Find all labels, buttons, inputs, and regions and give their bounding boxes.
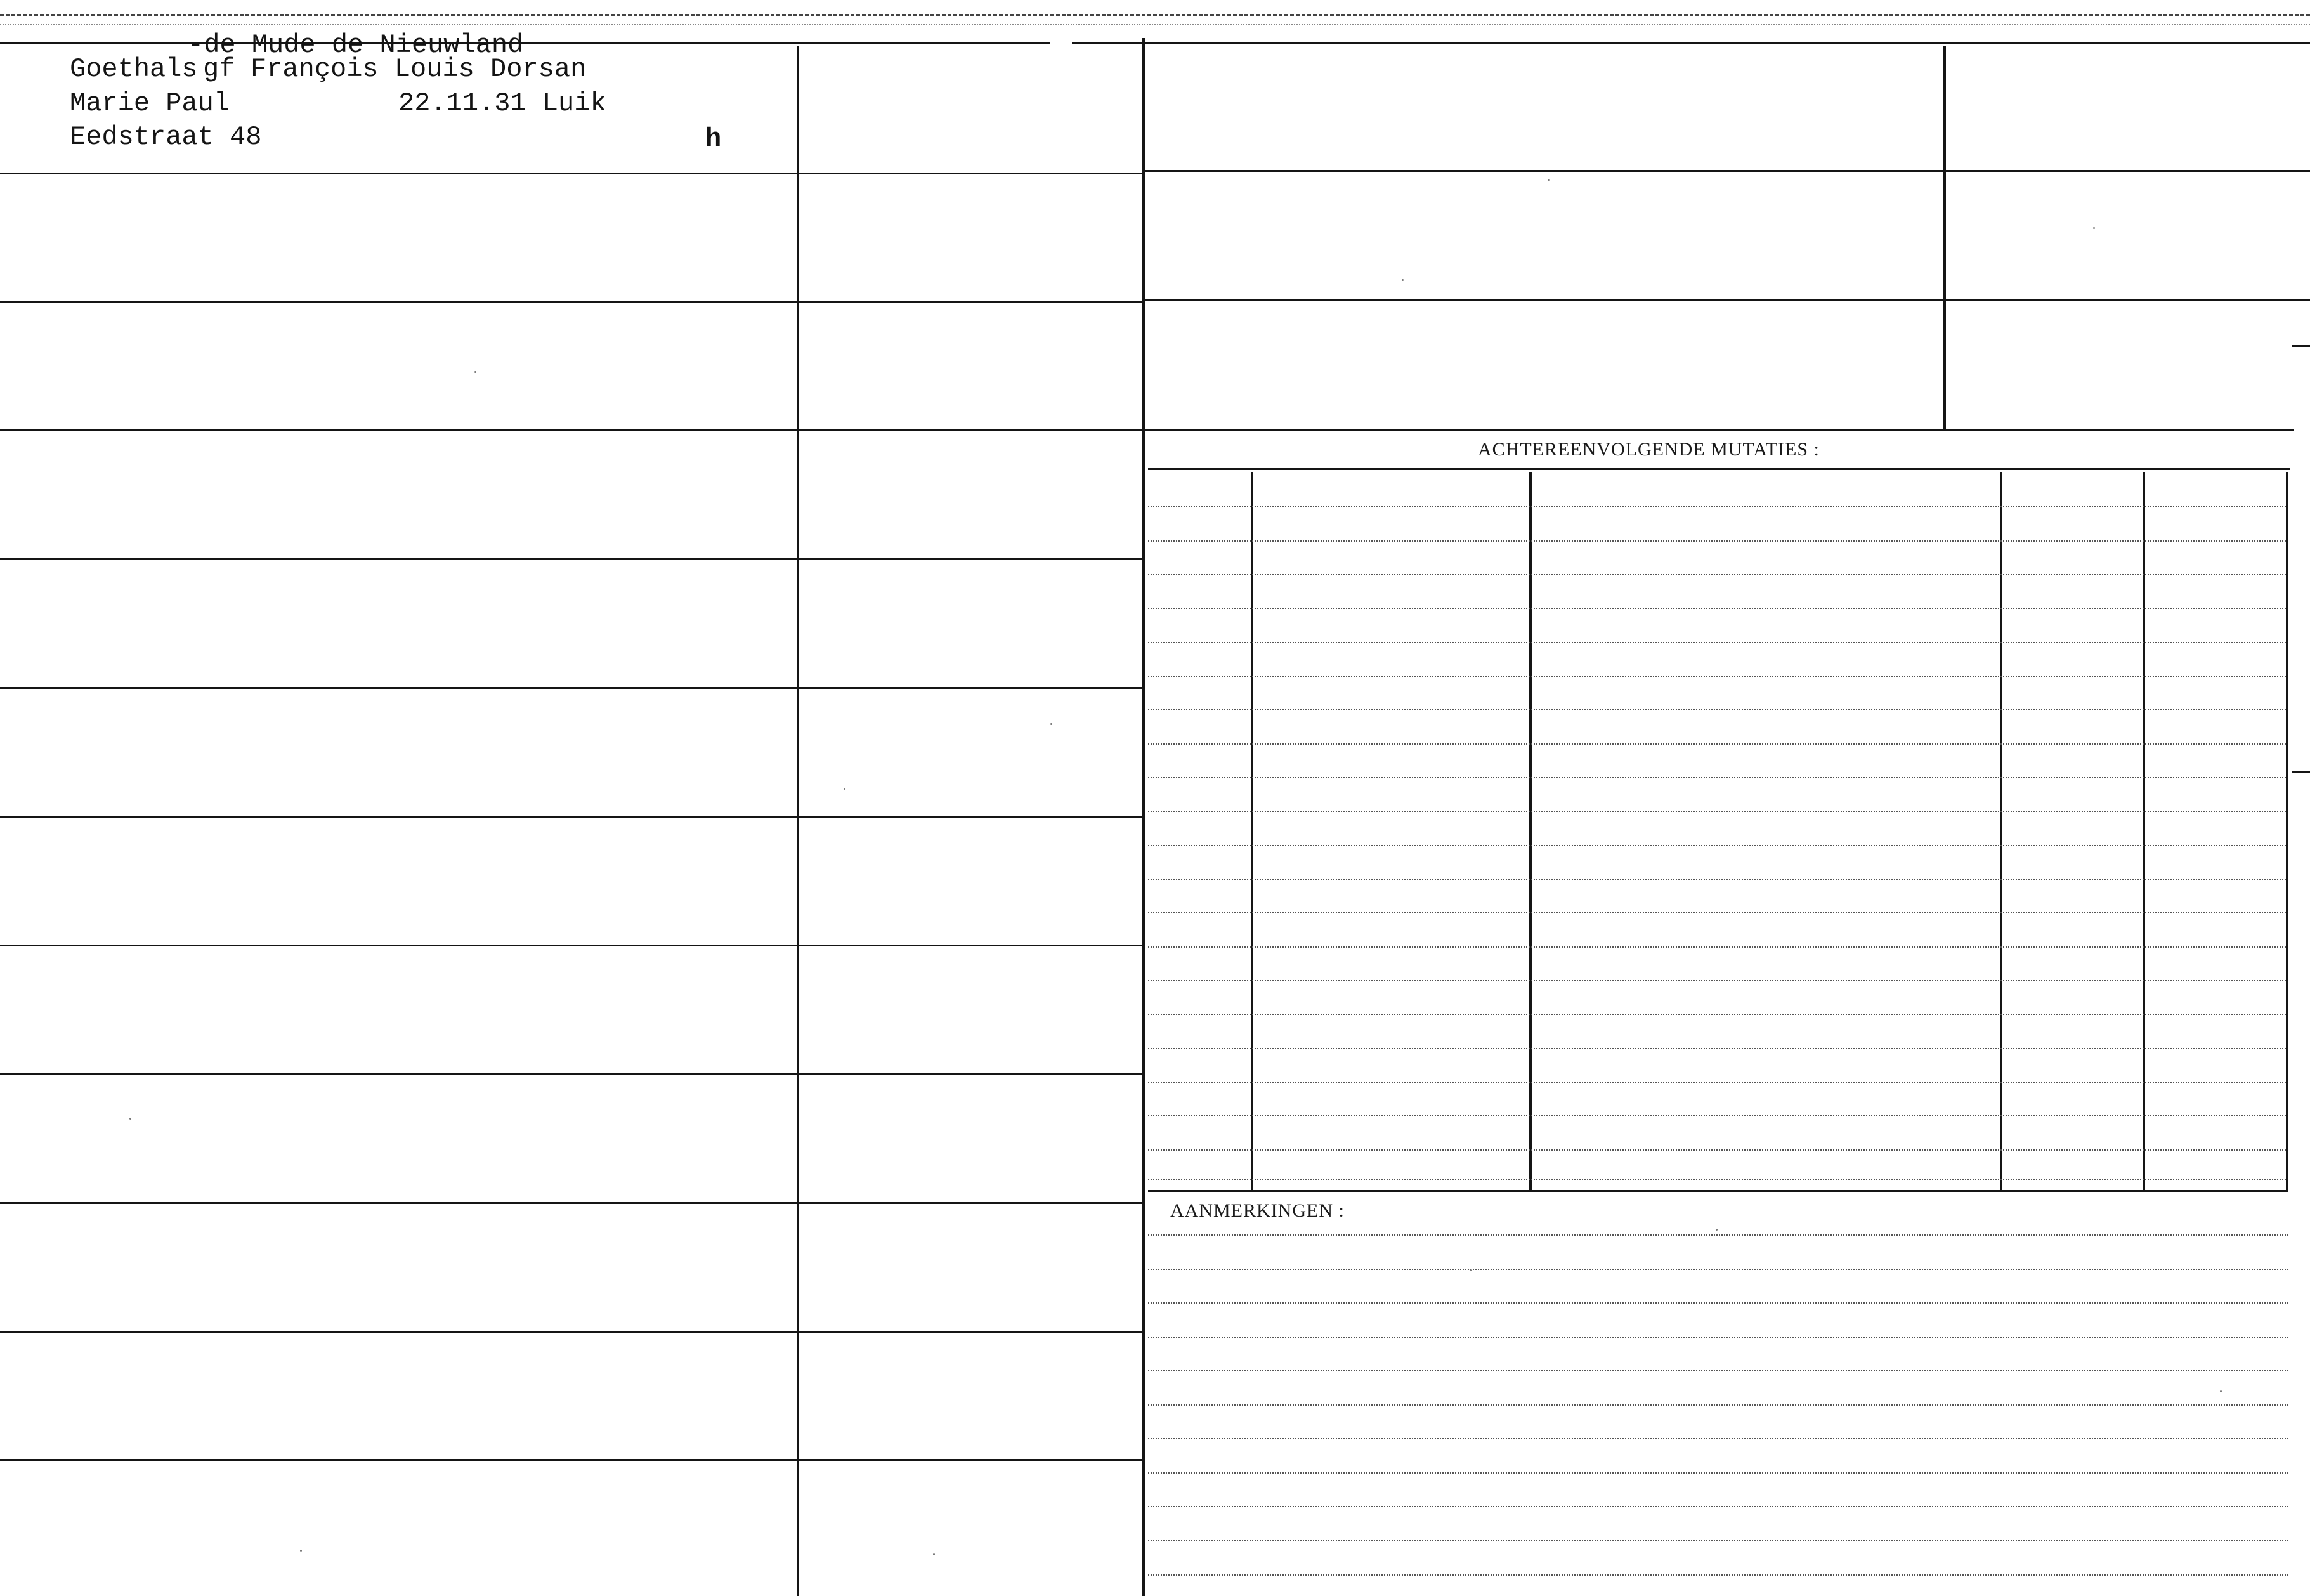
left-row-rule bbox=[0, 429, 1142, 431]
remark-row-line bbox=[1148, 1472, 2288, 1474]
mutation-row-line bbox=[1148, 980, 2286, 981]
mutation-row-line bbox=[1148, 608, 2286, 609]
center-divider bbox=[1142, 38, 1145, 1596]
mutation-row-line bbox=[1148, 912, 2286, 913]
left-row-rule bbox=[0, 301, 1142, 303]
left-row-rule bbox=[0, 173, 1142, 174]
edge-tick bbox=[2292, 771, 2310, 773]
mutations-right-border bbox=[2286, 472, 2288, 1190]
left-row-rule bbox=[0, 945, 1142, 946]
remark-row-line bbox=[1148, 1540, 2288, 1541]
record-top-line: -de Mude de Nieuwland bbox=[188, 30, 524, 60]
scan-speck bbox=[1716, 1229, 1718, 1231]
mutation-row-line bbox=[1148, 506, 2286, 507]
mutations-bottom-rule bbox=[1148, 1190, 2288, 1192]
record-address: Eedstraat 48 bbox=[70, 122, 262, 152]
right-top-rule bbox=[1145, 299, 2310, 301]
scan-speck bbox=[1050, 723, 1052, 725]
left-row-rule bbox=[0, 1459, 1142, 1461]
mutation-row-line bbox=[1148, 811, 2286, 812]
mutation-row-line bbox=[1148, 574, 2286, 575]
left-row-rule bbox=[0, 1331, 1142, 1333]
scan-speck bbox=[1548, 179, 1550, 181]
record-second-names: Marie Paul bbox=[70, 88, 230, 119]
mutation-row-line bbox=[1148, 845, 2286, 846]
scan-top-edge-2 bbox=[0, 24, 2310, 25]
remark-row-line bbox=[1148, 1269, 2288, 1270]
right-top-divider bbox=[1943, 46, 1946, 429]
mutation-row-line bbox=[1148, 1149, 2286, 1151]
scan-speck bbox=[300, 1550, 302, 1552]
mutations-header-rule bbox=[1148, 468, 2290, 470]
remark-row-line bbox=[1148, 1370, 2288, 1371]
scan-speck bbox=[474, 371, 476, 373]
scan-speck bbox=[1470, 1269, 1472, 1271]
remark-row-line bbox=[1148, 1438, 2288, 1439]
remarks-heading: AANMERKINGEN : bbox=[1170, 1200, 1345, 1221]
mutation-row-line bbox=[1148, 540, 2286, 542]
scan-speck bbox=[844, 788, 845, 790]
mutations-heading: ACHTEREENVOLGENDE MUTATIES : bbox=[1478, 439, 1820, 460]
scan-speck bbox=[129, 1118, 131, 1120]
mutation-row-line bbox=[1148, 642, 2286, 643]
record-surname: Goethals bbox=[70, 54, 198, 84]
remark-row-line bbox=[1148, 1506, 2288, 1507]
mutation-row-line bbox=[1148, 946, 2286, 948]
remark-row-line bbox=[1148, 1574, 2288, 1576]
scan-top-edge bbox=[0, 14, 2310, 16]
record-given-names: François Louis Dorsan bbox=[251, 54, 587, 84]
mutation-row-line bbox=[1148, 743, 2286, 745]
mutation-row-line bbox=[1148, 879, 2286, 880]
scan-speck bbox=[2220, 1390, 2222, 1392]
edge-tick bbox=[2292, 345, 2310, 347]
record-side-mark: h bbox=[705, 124, 722, 154]
right-top-rule bbox=[1145, 170, 2310, 172]
remark-row-line bbox=[1148, 1404, 2288, 1406]
left-row-rule bbox=[0, 816, 1142, 818]
mutation-row-line bbox=[1148, 709, 2286, 710]
remark-row-line bbox=[1148, 1234, 2288, 1236]
left-row-rule bbox=[0, 687, 1142, 689]
remark-row-line bbox=[1148, 1337, 2288, 1338]
scan-speck bbox=[933, 1553, 935, 1555]
top-rule-right bbox=[1072, 42, 2310, 44]
record-birth: 22.11.31 Luik bbox=[398, 88, 606, 119]
mutation-row-line bbox=[1148, 1082, 2286, 1083]
record-marker: gf bbox=[203, 54, 235, 84]
remark-row-line bbox=[1148, 1302, 2288, 1304]
mutation-row-line bbox=[1148, 1048, 2286, 1049]
right-top-rule bbox=[1145, 429, 2294, 431]
mutation-row-line bbox=[1148, 1179, 2286, 1180]
mutation-row-line bbox=[1148, 777, 2286, 778]
left-row-rule bbox=[0, 1202, 1142, 1204]
top-rule-left bbox=[0, 42, 1050, 44]
mutation-row-line bbox=[1148, 1014, 2286, 1015]
left-column-divider bbox=[797, 46, 799, 1596]
left-row-rule bbox=[0, 1073, 1142, 1075]
scan-speck bbox=[1402, 279, 1404, 281]
mutation-row-line bbox=[1148, 676, 2286, 677]
scan-speck bbox=[2093, 227, 2095, 229]
left-row-rule bbox=[0, 558, 1142, 560]
mutation-row-line bbox=[1148, 1115, 2286, 1116]
